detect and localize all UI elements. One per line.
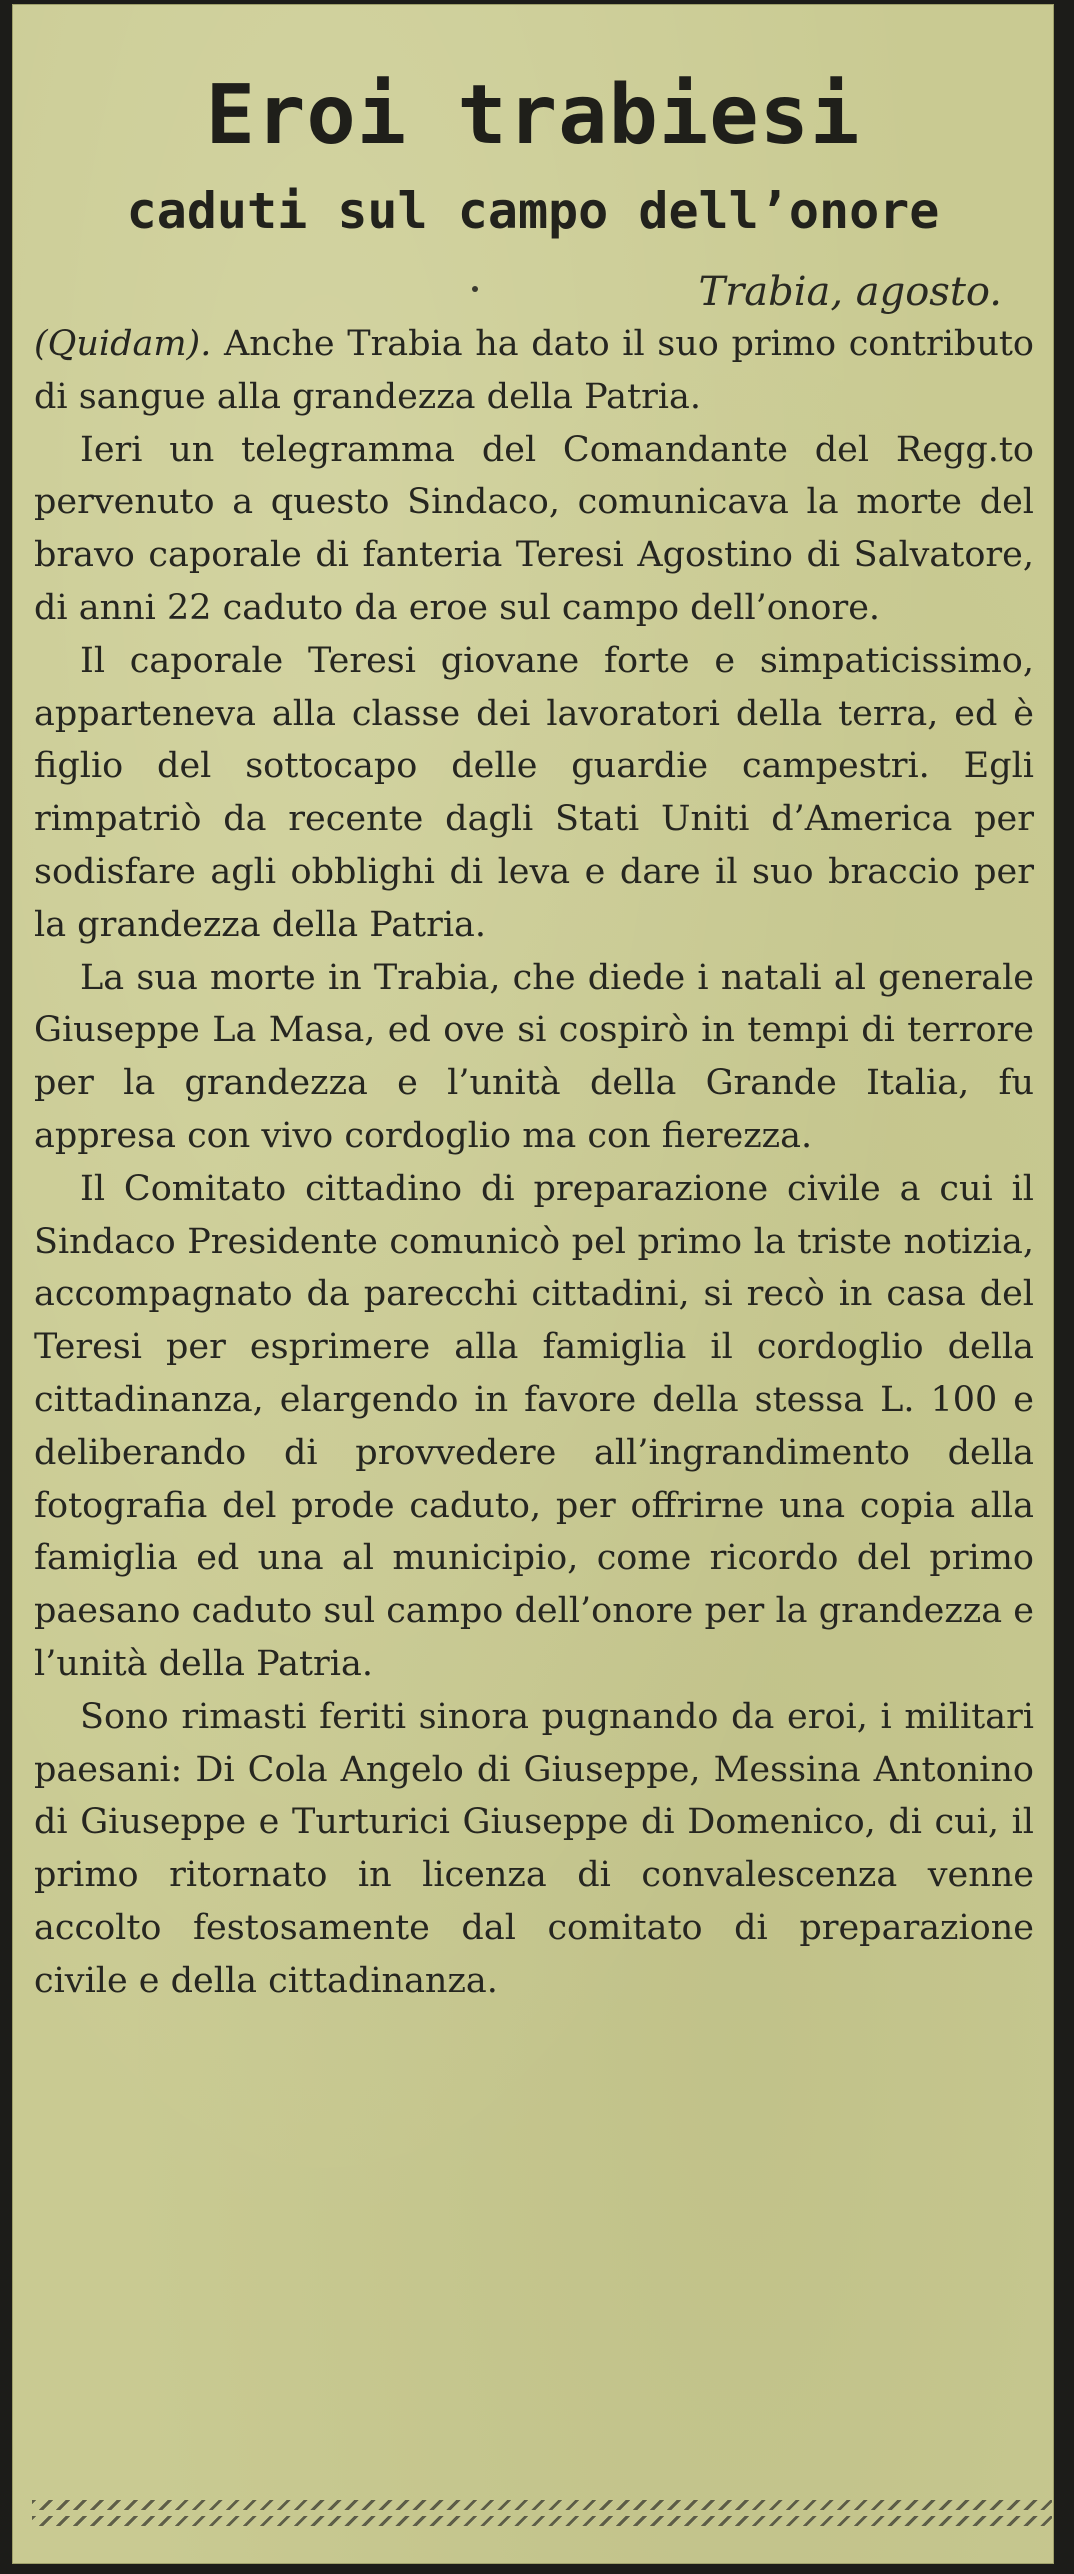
article-paragraph-6: Sono rimasti feriti sinora pugnando da eroi, i militari paesani: Di Cola Angelo di Giuseppe, Messina Antonino di Giuseppe e Turturici Giuseppe di Domenico, di cui, il primo ritornato in licenza di convalescenza venne accolto festosamente dal comitato di preparazione civile e della cittadinanza.: [34, 1696, 1034, 2001]
article-paragraph-2: Ieri un telegramma del Comandante del Regg.to pervenuto a questo Sindaco, comunicava la morte del bravo caporale di fanteria Teresi Agostino di Salvatore, di anni 22 caduto da eroe sul campo dell’onore.: [34, 429, 1034, 628]
dateline: Trabia, agosto.: [698, 269, 1002, 315]
print-speck: [472, 286, 478, 292]
article-paragraph-1: [34, 318, 1034, 424]
article-paragraph-4: La sua morte in Trabia, che diede i natali al generale Giuseppe La Masa, ed ove si cospirò in tempi di terrore per la grandezza e l’unità della Grande Italia, fu appresa con vivo cordoglio ma con fierezza.: [34, 957, 1034, 1156]
article-body: [34, 318, 1034, 2008]
headline: Eroi trabiesi: [205, 68, 861, 163]
byline: (Quidam).: [34, 324, 212, 364]
subheadline: caduti sul campo dell’onore: [126, 182, 940, 240]
newspaper-clipping: [12, 4, 1054, 2564]
article-paragraph-5: Il Comitato cittadino di preparazione civile a cui il Sindaco Presidente comunicò pel primo la triste notizia, accompagnato da parecchi cittadini, si recò in casa del Teresi per esprimere alla famiglia il cordoglio della cittadinanza, elargendo in favore della stessa L. 100 e deliberando di provvedere all’ingrandimento della fotografia del prode caduto, per offrirne una copia alla famiglia ed una al municipio, come ricordo del primo paesano caduto sul campo dell’onore per la grandezza e l’unità della Patria.: [34, 1168, 1034, 1684]
paragraph-text: Anche Trabia ha dato il suo primo contributo di sangue alla grandezza della Patria.: [34, 324, 1034, 417]
column-end-rule: [32, 2516, 1052, 2526]
article-paragraph-3: Il caporale Teresi giovane forte e simpaticissimo, apparteneva alla classe dei lavoratori della terra, ed è figlio del sottocapo delle guardie campestri. Egli rimpatriò da recente dagli Stati Uniti d’America per sodisfare agli obblighi di leva e dare il suo braccio per la grandezza della Patria.: [34, 640, 1034, 945]
column-end-rule: [32, 2500, 1052, 2510]
